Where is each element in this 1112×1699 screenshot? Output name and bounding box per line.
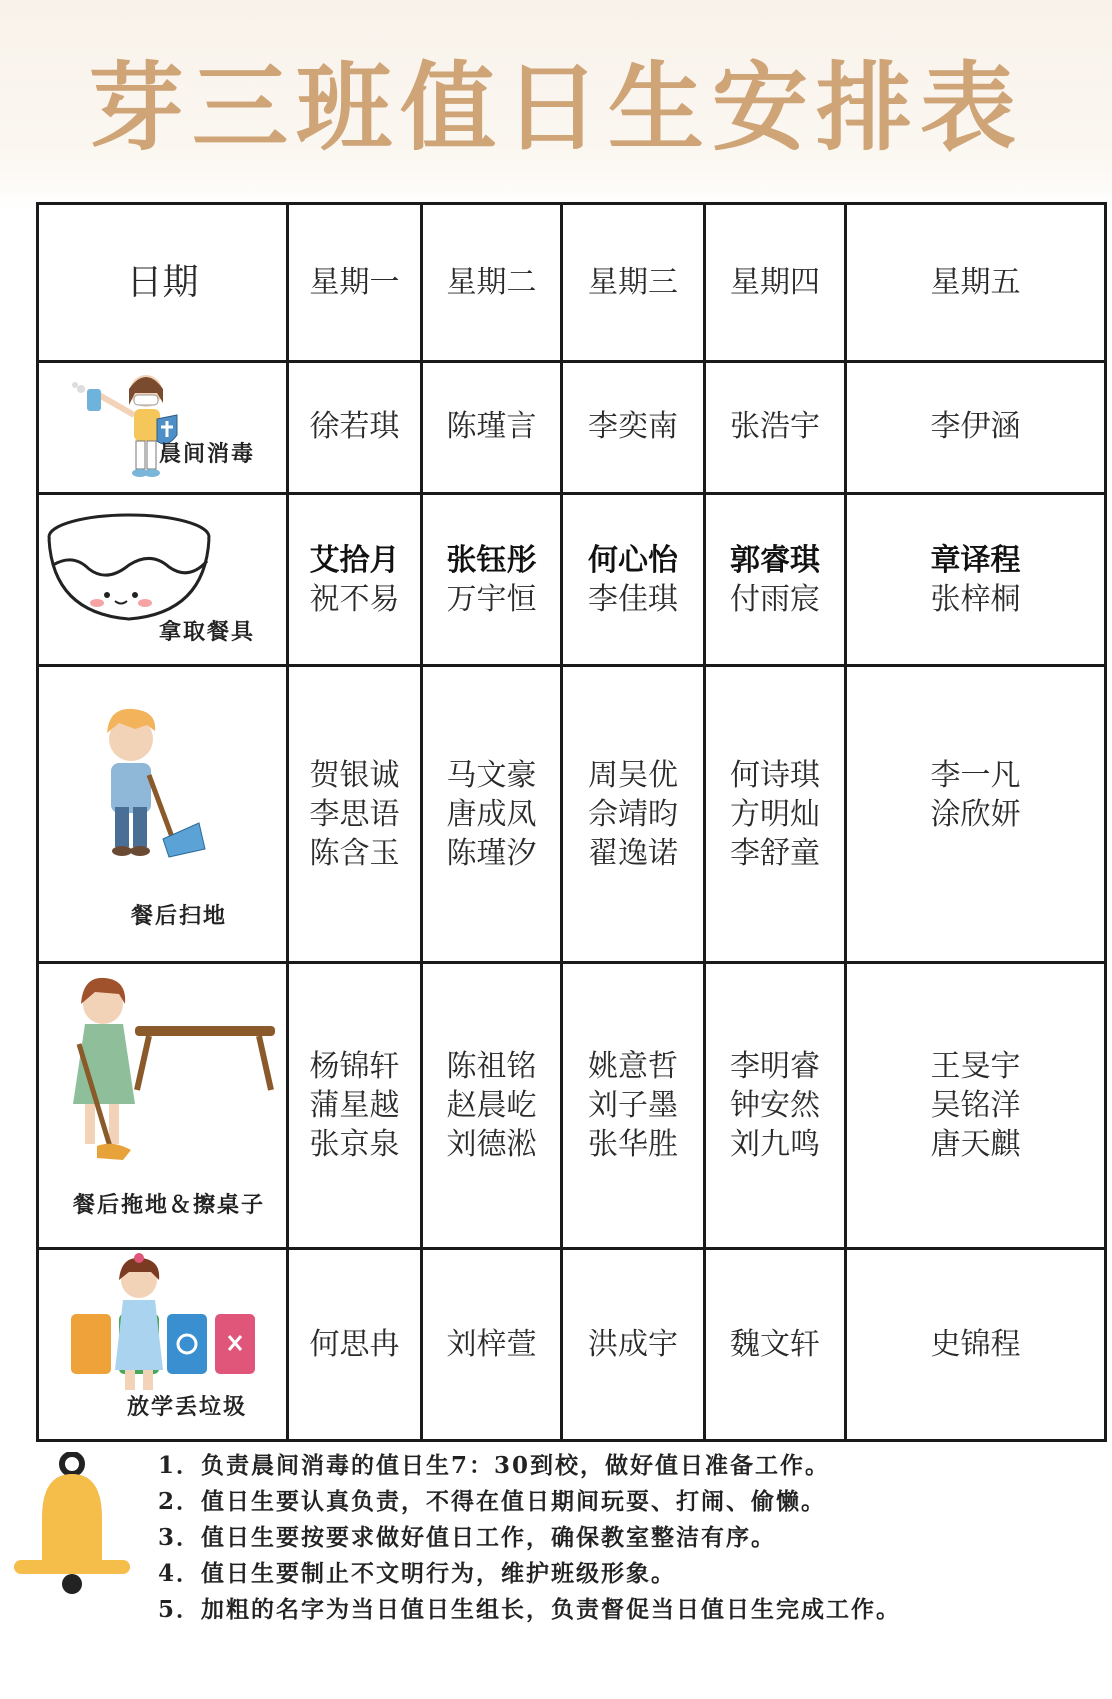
day-header-tue: 星期二 xyxy=(422,204,562,362)
group-leader-name: 郭睿琪 xyxy=(730,542,820,578)
student-name: 李明睿 xyxy=(730,1049,820,1085)
name-cell xyxy=(422,666,562,962)
bell-icon xyxy=(12,1452,142,1602)
name-cell xyxy=(705,666,846,962)
student-name: 付雨宸 xyxy=(730,581,820,617)
name-cell xyxy=(846,666,1106,962)
task-cell-sweep xyxy=(38,666,288,962)
group-leader-name: 章译程 xyxy=(930,542,1021,578)
student-name: 李思语 xyxy=(309,796,400,832)
student-name: 翟逸诺 xyxy=(588,835,678,871)
student-name: 方明灿 xyxy=(730,796,820,832)
rule-item: 2．值日生要认真负责，不得在值日期间玩耍、打闹、偷懒。 xyxy=(158,1488,827,1515)
name-cell xyxy=(562,493,705,666)
student-name: 蒲星越 xyxy=(309,1088,400,1124)
student-name: 李一凡 xyxy=(930,757,1021,793)
task-cell-garbage xyxy=(38,1249,288,1441)
date-header: 日期 xyxy=(38,204,288,362)
student-name: 刘子墨 xyxy=(588,1088,678,1124)
rule-item: 4．值日生要制止不文明行为，维护班级形象。 xyxy=(158,1560,677,1587)
name-cell xyxy=(288,1249,422,1441)
task-label-disinfect: 晨间消毒 xyxy=(159,441,256,468)
name-cell xyxy=(422,362,562,494)
student-name: 陈祖铭 xyxy=(446,1049,537,1085)
group-leader-name: 张钰彤 xyxy=(446,542,537,578)
student-name: 吴铭洋 xyxy=(930,1088,1021,1124)
name-cell xyxy=(846,493,1106,666)
boy-sweeping-icon xyxy=(39,667,285,929)
name-cell xyxy=(288,493,422,666)
name-cell xyxy=(562,362,705,494)
student-name: 徐若琪 xyxy=(309,409,400,445)
name-cell xyxy=(846,962,1106,1248)
student-name: 陈瑾汐 xyxy=(446,835,537,871)
student-name: 魏文轩 xyxy=(730,1326,820,1362)
name-cell xyxy=(562,666,705,962)
student-name: 张浩宇 xyxy=(730,409,820,445)
day-header-wed: 星期三 xyxy=(562,204,705,362)
task-row-tableware xyxy=(38,493,1106,666)
student-name: 姚意哲 xyxy=(588,1049,678,1085)
student-name: 唐成凤 xyxy=(446,796,537,832)
name-cell xyxy=(705,362,846,494)
task-cell-tableware xyxy=(38,493,288,666)
page-title: 芽三班值日生安排表 xyxy=(88,51,1024,164)
day-header-fri: 星期五 xyxy=(846,204,1106,362)
rule-item: 5．加粗的名字为当日值日生组长，负责督促当日值日生完成工作。 xyxy=(158,1596,902,1623)
header-row xyxy=(38,204,1106,362)
student-name: 陈瑾言 xyxy=(446,409,537,445)
student-name: 何思冉 xyxy=(309,1326,400,1362)
student-name: 史锦程 xyxy=(930,1326,1021,1362)
name-cell xyxy=(288,962,422,1248)
duty-schedule-table xyxy=(36,202,1107,1442)
name-cell xyxy=(288,362,422,494)
name-cell xyxy=(705,1249,846,1441)
student-name: 陈含玉 xyxy=(309,835,400,871)
name-cell xyxy=(846,362,1106,494)
task-label-sweep: 餐后扫地 xyxy=(131,903,228,930)
student-name: 杨锦轩 xyxy=(309,1049,400,1085)
student-name: 李佳琪 xyxy=(588,581,678,617)
student-name: 王旻宇 xyxy=(930,1049,1021,1085)
student-name: 涂欣妍 xyxy=(930,796,1021,832)
student-name: 洪成宇 xyxy=(588,1326,678,1362)
task-cell-mop xyxy=(38,962,288,1248)
name-cell xyxy=(422,962,562,1248)
name-cell xyxy=(422,493,562,666)
name-cell xyxy=(846,1249,1106,1441)
student-name: 何诗琪 xyxy=(730,757,820,793)
name-cell xyxy=(562,1249,705,1441)
student-name: 李伊涵 xyxy=(930,409,1021,445)
student-name: 钟安然 xyxy=(730,1088,820,1124)
student-name: 张梓桐 xyxy=(930,581,1021,617)
rule-item: 1．负责晨间消毒的值日生7：30到校，做好值日准备工作。 xyxy=(158,1452,831,1479)
name-cell xyxy=(288,666,422,962)
student-name: 周吴优 xyxy=(588,757,678,793)
student-name: 马文豪 xyxy=(446,757,537,793)
student-name: 张京泉 xyxy=(309,1127,400,1163)
task-label-tableware: 拿取餐具 xyxy=(159,618,256,645)
student-name: 佘靖昀 xyxy=(588,796,678,832)
student-name: 刘德淞 xyxy=(446,1127,537,1163)
duty-rules-list xyxy=(158,1448,1108,1628)
student-name: 赵晨屹 xyxy=(446,1088,537,1124)
name-cell xyxy=(422,1249,562,1441)
group-leader-name: 何心怡 xyxy=(588,542,678,578)
task-row-mop xyxy=(38,962,1106,1248)
student-name: 李奕南 xyxy=(588,409,678,445)
group-leader-name: 艾拾月 xyxy=(309,542,400,578)
day-header-thu: 星期四 xyxy=(705,204,846,362)
student-name: 李舒童 xyxy=(730,835,820,871)
name-cell xyxy=(705,962,846,1248)
name-cell xyxy=(705,493,846,666)
student-name: 贺银诚 xyxy=(309,757,400,793)
student-name: 张华胜 xyxy=(588,1127,678,1163)
name-cell xyxy=(562,962,705,1248)
task-label-mop: 餐后拖地＆擦桌子 xyxy=(73,1191,266,1218)
girl-mopping-table-icon xyxy=(39,964,285,1218)
task-label-garbage: 放学丢垃圾 xyxy=(127,1394,248,1421)
student-name: 唐天麒 xyxy=(930,1127,1021,1163)
student-name: 刘九鸣 xyxy=(730,1127,820,1163)
student-name: 刘梓萱 xyxy=(446,1326,537,1362)
task-cell-disinfect xyxy=(38,362,288,494)
task-row-sweep xyxy=(38,666,1106,962)
task-row-garbage xyxy=(38,1249,1106,1441)
task-row-disinfect xyxy=(38,362,1106,494)
student-name: 万宇恒 xyxy=(446,581,537,617)
student-name: 祝不易 xyxy=(309,581,400,617)
rule-item: 3．值日生要按要求做好值日工作，确保教室整洁有序。 xyxy=(158,1524,777,1551)
day-header-mon: 星期一 xyxy=(288,204,422,362)
